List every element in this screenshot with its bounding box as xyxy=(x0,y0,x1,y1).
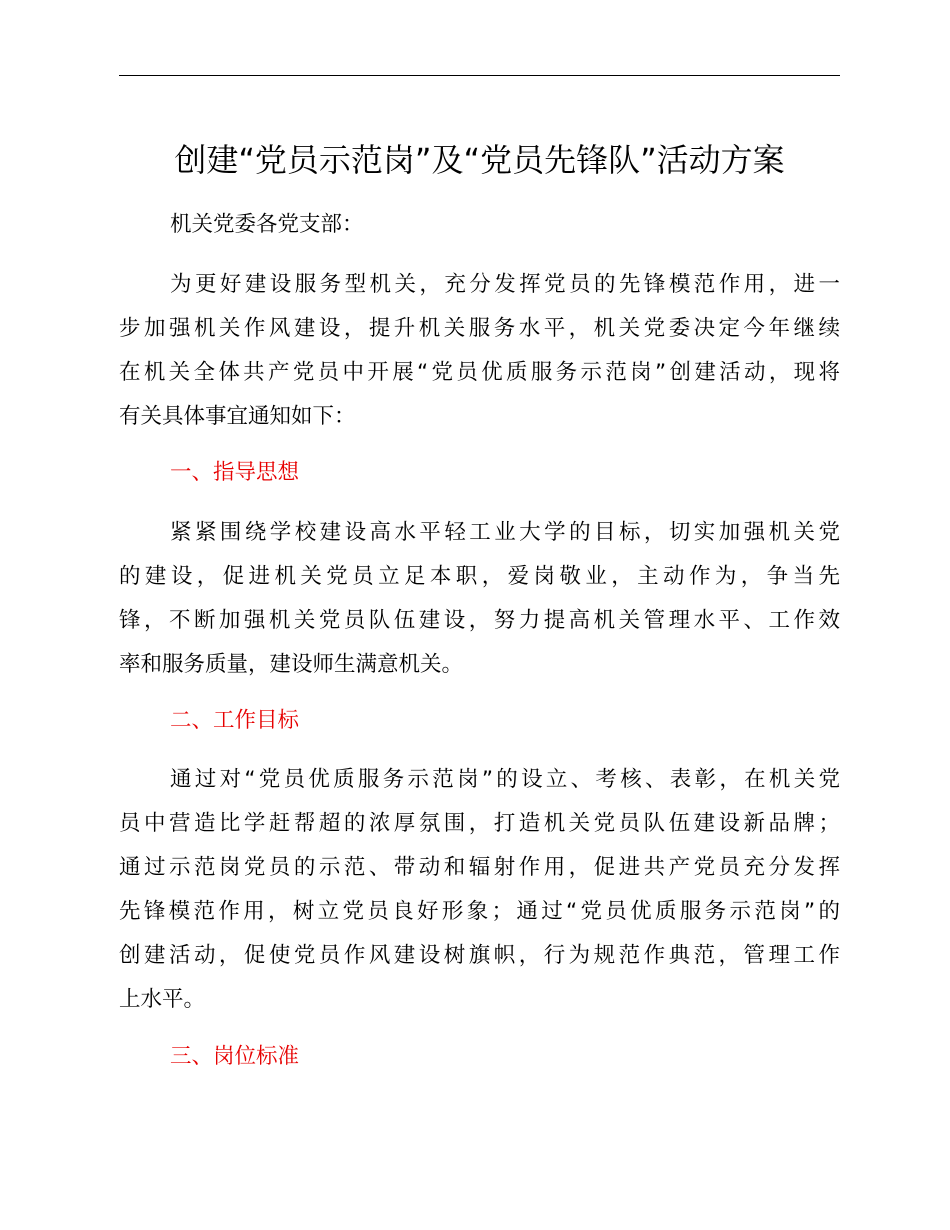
section-heading-work-goals: 二、工作目标 xyxy=(170,708,300,733)
section-1-line: 紧紧围绕学校建设高水平轻工业大学的目标，切实加强机关党 xyxy=(170,520,840,545)
section-1-line: 率和服务质量，建设师生满意机关。 xyxy=(119,652,464,677)
section-heading-guiding-ideology: 一、指导思想 xyxy=(170,460,300,485)
header-rule xyxy=(119,75,840,76)
document-title: 创建“党员示范岗”及“党员先锋队”活动方案 xyxy=(174,141,785,179)
section-1-line: 的建设，促进机关党员立足本职，爱岗敬业，主动作为，争当先 xyxy=(119,564,840,589)
section-2-line: 员中营造比学赶帮超的浓厚氛围，打造机关党员队伍建设新品牌； xyxy=(119,811,840,836)
section-2-line: 上水平。 xyxy=(119,987,206,1012)
salutation: 机关党委各党支部： xyxy=(170,212,364,237)
intro-line: 有关具体事宜通知如下： xyxy=(119,404,356,429)
section-1-line: 锋，不断加强机关党员队伍建设，努力提高机关管理水平、工作效 xyxy=(119,608,840,633)
intro-line: 在机关全体共产党员中开展“党员优质服务示范岗”创建活动，现将 xyxy=(119,360,840,385)
intro-line: 为更好建设服务型机关，充分发挥党员的先锋模范作用，进一 xyxy=(170,272,840,297)
intro-line: 步加强机关作风建设，提升机关服务水平，机关党委决定今年继续 xyxy=(119,316,840,341)
section-heading-post-standards: 三、岗位标准 xyxy=(170,1044,300,1069)
section-2-line: 创建活动，促使党员作风建设树旗帜，行为规范作典范，管理工作 xyxy=(119,943,840,968)
section-2-line: 通过对“党员优质服务示范岗”的设立、考核、表彰，在机关党 xyxy=(170,767,840,792)
section-2-line: 先锋模范作用，树立党员良好形象；通过“党员优质服务示范岗”的 xyxy=(119,899,840,924)
section-2-line: 通过示范岗党员的示范、带动和辐射作用，促进共产党员充分发挥 xyxy=(119,855,840,880)
